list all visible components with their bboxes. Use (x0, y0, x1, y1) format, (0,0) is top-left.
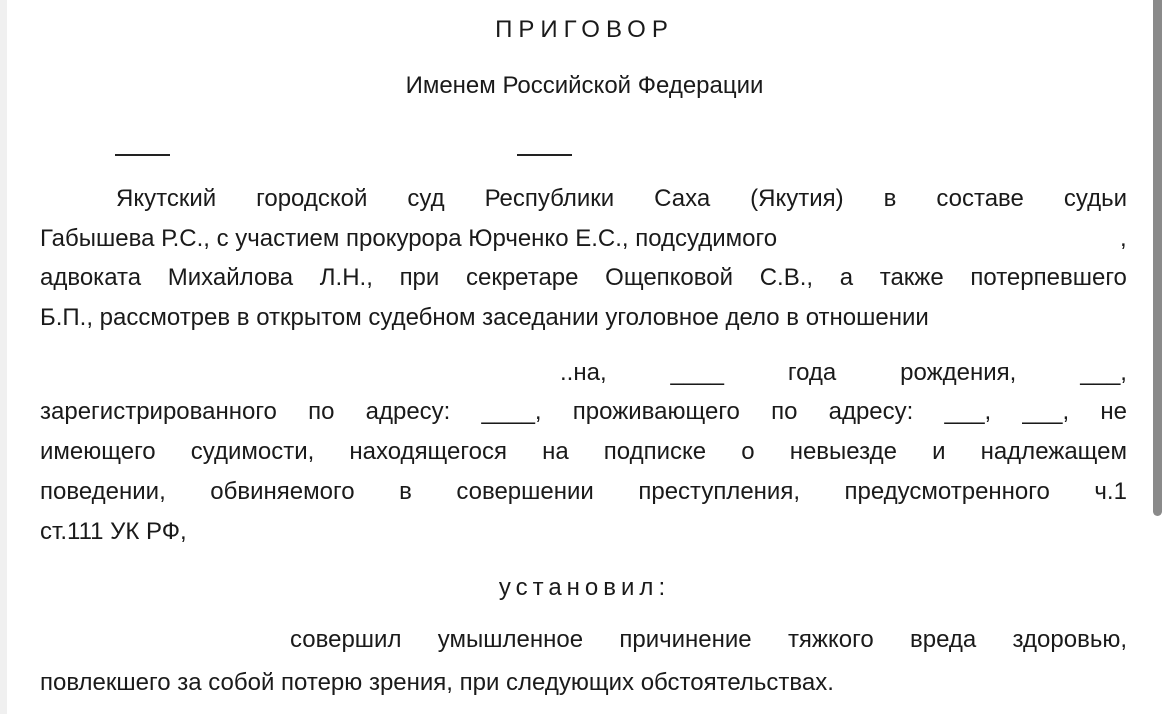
paragraph2-line: имеющего судимости, находящегося на подписке о невыезде и надлежащем (40, 438, 1127, 465)
place-blank (517, 154, 572, 156)
paragraph1-line: Габышева Р.С., с участием прокурора Юрченко Е.С., подсудимого (40, 225, 778, 252)
section-heading: установил: (498, 574, 671, 601)
paragraph1-line: адвоката Михайлова Л.Н., при секретаре Ощепковой С.В., а также потерпевшего (40, 264, 1127, 291)
date-blank (115, 154, 170, 156)
document-title: ПРИГОВОР (495, 16, 674, 43)
paragraph3-line: повлекшего за собой потерю зрения, при следующих обстоятельствах. (40, 669, 834, 696)
paragraph2-line: ст.111 УК РФ, (40, 518, 187, 545)
paragraph2-line: ..на, ____ года рождения, ___, (560, 359, 1127, 386)
page-edge (0, 0, 7, 714)
paragraph2-line: зарегистрированного по адресу: ____, проживающего по адресу: ___, ___, не (40, 398, 1127, 425)
paragraph1-line: Якутский городской суд Республики Саха (Якутия) в составе судьи (116, 185, 1127, 212)
paragraph1-line: Б.П., рассмотрев в открытом судебном заседании уголовное дело в отношении (40, 304, 929, 331)
paragraph3-line: совершил умышленное причинение тяжкого вреда здоровью, (290, 626, 1127, 653)
paragraph1-line-tail: , (1120, 225, 1127, 252)
document-subtitle: Именем Российской Федерации (405, 72, 764, 99)
paragraph2-line: поведении, обвиняемого в совершении преступления, предусмотренного ч.1 (40, 478, 1127, 505)
